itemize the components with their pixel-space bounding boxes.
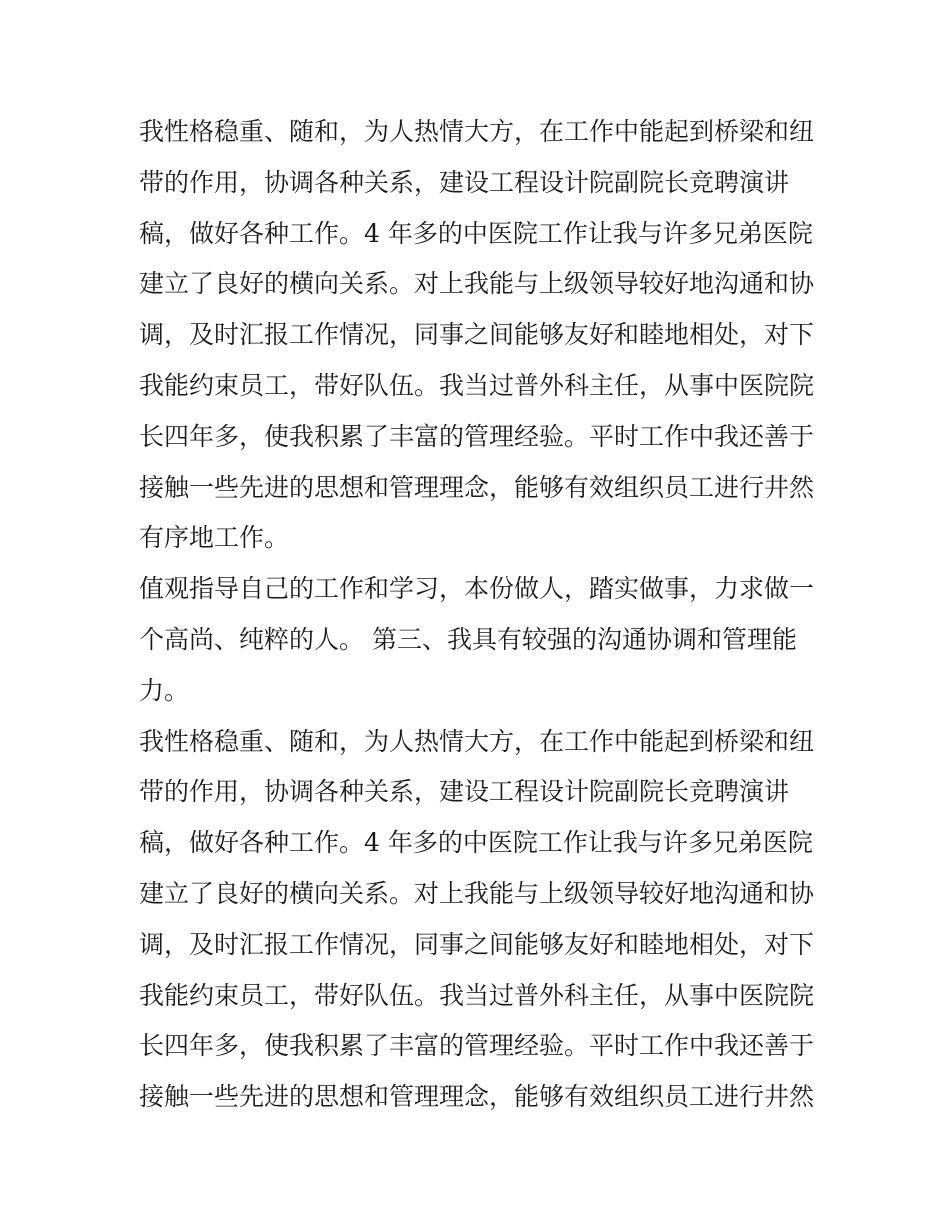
text-line: 我能约束员工，带好队伍。我当过普外科主任，从事中医院院 [139,370,815,400]
text-line: 调，及时汇报工作情况，同事之间能够友好和睦地相处，对下 [139,320,815,350]
text-line: 有序地工作。 [139,523,290,553]
body-text [139,107,829,1123]
text-line: 我性格稳重、随和，为人热情大方，在工作中能起到桥梁和纽 [139,117,815,146]
text-line: 稿，做好各种工作。4 年多的中医院工作让我与许多兄弟医院 [139,828,813,858]
text-line: 建立了良好的横向关系。对上我能与上级领导较好地沟通和协 [139,269,815,299]
text-line: 我能约束员工，带好队伍。我当过普外科主任，从事中医院院 [139,980,815,1010]
text-line: 建立了良好的横向关系。对上我能与上级领导较好地沟通和协 [139,878,815,908]
text-line: 稿，做好各种工作。4 年多的中医院工作让我与许多兄弟医院 [139,218,813,248]
text-line: 调，及时汇报工作情况，同事之间能够友好和睦地相处，对下 [139,929,815,959]
text-line: 个高尚、纯粹的人。 第三、我具有较强的沟通协调和管理能 [139,624,797,654]
text-line: 带的作用，协调各种关系，建设工程设计院副院长竞聘演讲 [139,777,790,807]
text-line: 带的作用，协调各种关系，建设工程设计院副院长竞聘演讲 [139,167,790,197]
text-line: 力。 [139,675,190,705]
text-line: 长四年多，使我积累了丰富的管理经验。平时工作中我还善于 [139,421,815,451]
text-line: 值观指导自己的工作和学习，本份做人，踏实做事，力求做一 [139,574,815,604]
text-line: 接触一些先进的思想和管理理念，能够有效组织员工进行井然 [139,1082,815,1112]
text-line: 我性格稳重、随和，为人热情大方，在工作中能起到桥梁和纽 [139,726,815,756]
text-line: 接触一些先进的思想和管理理念，能够有效组织员工进行井然 [139,472,815,502]
text-line: 长四年多，使我积累了丰富的管理经验。平时工作中我还善于 [139,1031,815,1061]
